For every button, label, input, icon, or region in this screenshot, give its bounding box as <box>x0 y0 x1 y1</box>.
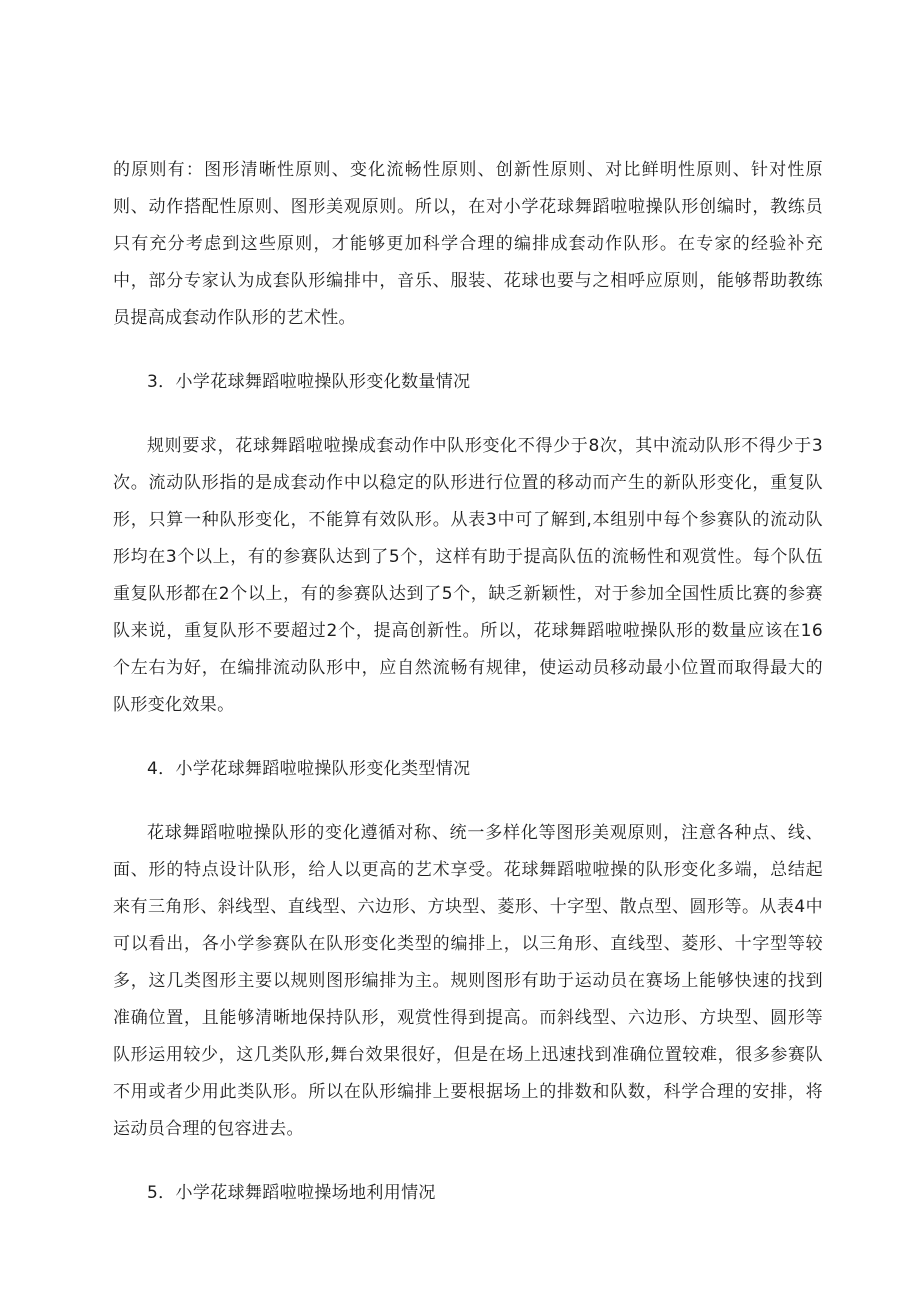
section-heading-4: 4．小学花球舞蹈啦啦操队形变化类型情况 <box>147 759 471 779</box>
document-body <box>113 152 823 1212</box>
paragraph-formation-types: 花球舞蹈啦啦操队形的变化遵循对称、统一多样化等图形美观原则，注意各种点、线、面、形的特点设计队形，给人以更高的艺术享受。花球舞蹈啦啦操的队形变化多端，总结起来有三角形、斜线型、直线型、六边形、方块型、菱形、十字型、散点型、圆形等。从表4中可以看出，各小学参赛队在队形变化类型的编排上，以三角形、直线型、菱形、十字型等较多，这几类图形主要以规则图形编排为主。规则图形有助于运动员在赛场上能够快速的找到准确位置，且能够清晰地保持队形，观赏性得到提高。而斜线型、六边形、方块型、圆形等队形运用较少，这几类队形,舞台效果很好，但是在场上迅速找到准确位置较难，很多参赛队不用或者少用此类队形。所以在队形编排上要根据场上的排数和队数，科学合理的安排，将运动员合理的包容进去。 <box>113 823 823 1139</box>
section-heading-5: 5．小学花球舞蹈啦啦操场地利用情况 <box>147 1183 436 1203</box>
paragraph-principles-continuation: 的原则有：图形清晰性原则、变化流畅性原则、创新性原则、对比鲜明性原则、针对性原则、动作搭配性原则、图形美观原则。所以，在对小学花球舞蹈啦啦操队形创编时，教练员只有充分考虑到这些原则，才能够更加科学合理的编排成套动作队形。在专家的经验补充中，部分专家认为成套队形编排中，音乐、服装、花球也要与之相呼应原则，能够帮助教练员提高成套动作队形的艺术性。 <box>113 160 823 328</box>
paragraph-formation-count: 规则要求，花球舞蹈啦啦操成套动作中队形变化不得少于8次，其中流动队形不得少于3次。流动队形指的是成套动作中以稳定的队形进行位置的移动而产生的新队形变化，重复队形，只算一种队形变化，不能算有效队形。从表3中可了解到,本组别中每个参赛队的流动队形均在3个以上，有的参赛队达到了5个，这样有助于提高队伍的流畅性和观赏性。每个队伍重复队形都在2个以上，有的参赛队达到了5个，缺乏新颖性，对于参加全国性质比赛的参赛队来说，重复队形不要超过2个，提高创新性。所以，花球舞蹈啦啦操队形的数量应该在16个左右为好，在编排流动队形中，应自然流畅有规律，使运动员移动最小位置而取得最大的队形变化效果。 <box>113 436 823 715</box>
section-heading-3: 3．小学花球舞蹈啦啦操队形变化数量情况 <box>147 372 471 392</box>
